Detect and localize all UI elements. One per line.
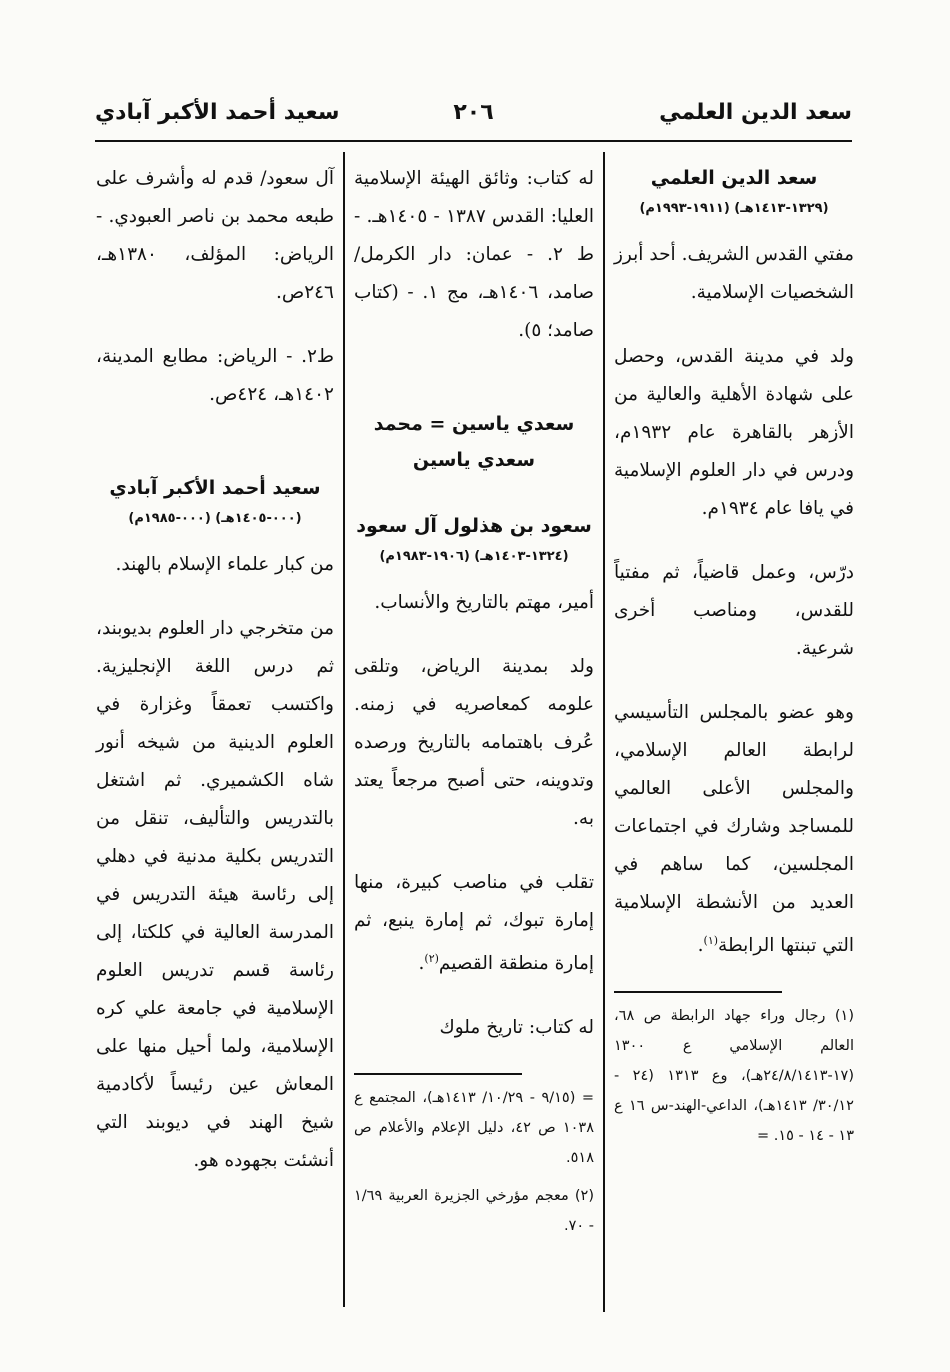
header-entry-first: سعد الدين العلمي xyxy=(659,100,852,125)
footnote-rule xyxy=(354,1073,522,1075)
running-header xyxy=(95,96,852,142)
paragraph-text: تقلب في مناصب كبيرة، منها إمارة تبوك، ثم إمارة ينبع، ثم إمارة منطقة القصيم xyxy=(354,872,594,975)
paragraph: من كبار علماء الإسلام بالهند. xyxy=(115,554,334,575)
entry-dates: (١٣٢٤-١٤٠٣هـ) (١٩٠٦-١٩٨٣م) xyxy=(379,549,569,564)
paragraph: ولد في مدينة القدس، وحصل على شهادة الأهلية والعالية من الأزهر بالقاهرة عام ١٩٣٢م، ودرس في دار العلوم الإسلامية في يافا عام ١٩٣٤م. xyxy=(614,346,854,519)
entry-title: سعد الدين العلمي xyxy=(650,167,818,189)
entry-title: سعود بن هذلول آل سعود xyxy=(356,515,592,537)
entry-dates: (٠٠٠-١٤٠٥هـ) (٠٠٠-١٩٨٥م) xyxy=(128,511,302,526)
paragraph-text: وهو عضو بالمجلس التأسيسي لرابطة العالم الإسلامي، والمجلس الأعلى العالمي للمساجد وشارك في اجتماعات المجلسين، كما ساهم في العديد من الأنشطة الإسلامية التي تبنتها الرابطة xyxy=(614,702,854,957)
footnote: = (٩/١٥ - ١٠/٢٩/ ١٤١٣هـ)، المجتمع ع ١٠٣٨ ص ٤٢، دليل الإعلام والأعلام ص ٥١٨. xyxy=(354,1090,595,1167)
paragraph: من متخرجي دار العلوم بديوبند، ثم درس اللغة الإنجليزية. واكتسب تعمقاً وغزارة في العلوم الدينية من شيخه أنور شاه الكشميري. ثم اشتغل بالتدريس والتأليف، تنقل من التدريس بكلية مدنية في دهلي إلى رئاسة هيئة التدريس في المدرسة العالية في كلكتا، إلى رئاسة قسم تدريس العلوم الإسلامية في جامعة علي كره الإسلامية، ولما أحيل منها على المعاش عين رئيساً لأكادمية شيخ الهند في ديوبند التي أنشئت بجهوده هو. xyxy=(96,618,334,1171)
paragraph: أمير، مهتم بالتاريخ والأنساب. xyxy=(374,592,594,613)
footnote: (٢) معجم مؤرخي الجزيرة العربية ١/٦٩ - ٧٠. xyxy=(354,1188,594,1235)
footnote: (١) رجال وراء جهاد الرابطة ص ٦٨، العالم الإسلامي ع ١٣٠٠ (١٧-٢٤/٨/١٤١٣هـ)، وع ١٣١٣ (٢٤ - ٣٠/١٢/ ١٤١٣هـ)، الداعي-الهند-س ١٦ ع ١٣ - ١٤ - ١٥. = xyxy=(614,1008,854,1145)
paragraph: ط٢. - الرياض: مطابع المدينة، ١٤٠٢هـ، ٤٢٤ص. xyxy=(96,346,334,405)
page-number: ٢٠٦ xyxy=(453,100,494,125)
column-right xyxy=(614,160,854,1312)
entry-dates: (١٣٢٩-١٤١٣هـ) (١٩١١-١٩٩٣م) xyxy=(639,201,829,216)
paragraph: له كتاب: وثائق الهيئة الإسلامية العليا: القدس ١٣٨٧ - ١٤٠٥هـ. - ط ٢. - عمان: دار الكرمل/ صامد، ١٤٠٦هـ، مج ١. - (كتاب صامد؛ ٥). xyxy=(354,168,595,341)
entry-title: سعيد أحمد الأكبر آبادي xyxy=(109,477,321,499)
paragraph: ولد بمدينة الرياض، وتلقى علومه كمعاصريه في زمنه. عُرف باهتمامه بالتاريخ ورصده وتدوينه، حتى أصبح مرجعاً يعتد به. xyxy=(354,656,594,829)
footnotes xyxy=(614,1001,854,1151)
column-middle xyxy=(354,160,594,1312)
column-left xyxy=(96,160,334,1312)
paragraph: آل سعود/ قدم له وأشرف على طبعه محمد بن ناصر العبودي. - الرياض: المؤلف، ١٣٨٠هـ، ٢٤٦ص. xyxy=(96,168,334,303)
paragraph: مفتي القدس الشريف. أحد أبرز الشخصيات الإسلامية. xyxy=(614,244,854,303)
cross-reference: سعدي ياسين = محمد سعدي ياسين xyxy=(373,413,575,471)
column-divider xyxy=(343,152,345,1307)
paragraph: وهو عضو بالمجلس التأسيسي لرابطة العالم الإسلامي، والمجلس الأعلى العالمي للمساجد وشارك في اجتماعات المجلسين، كما ساهم في العديد من الأنشطة الإسلامية التي تبنتها الرابطة$^{(١)}$. xyxy=(614,702,854,957)
footnotes xyxy=(354,1083,594,1241)
column-divider xyxy=(603,152,605,1312)
paragraph: تقلب في مناصب كبيرة، منها إمارة تبوك، ثم إمارة ينبع، ثم إمارة منطقة القصيم$^{(٢)}$. xyxy=(354,872,594,975)
footnote-marker: (١) xyxy=(703,934,719,947)
paragraph: له كتاب: تاريخ ملوك xyxy=(439,1017,594,1039)
paragraph: درّس، وعمل قاضياً، ثم مفتياً للقدس، ومناصب أخرى شرعية. xyxy=(614,562,854,659)
footnote-marker: (٢) xyxy=(424,952,439,965)
footnote-rule xyxy=(614,991,782,993)
header-entry-last: سعيد أحمد الأكبر آبادي xyxy=(95,100,340,125)
